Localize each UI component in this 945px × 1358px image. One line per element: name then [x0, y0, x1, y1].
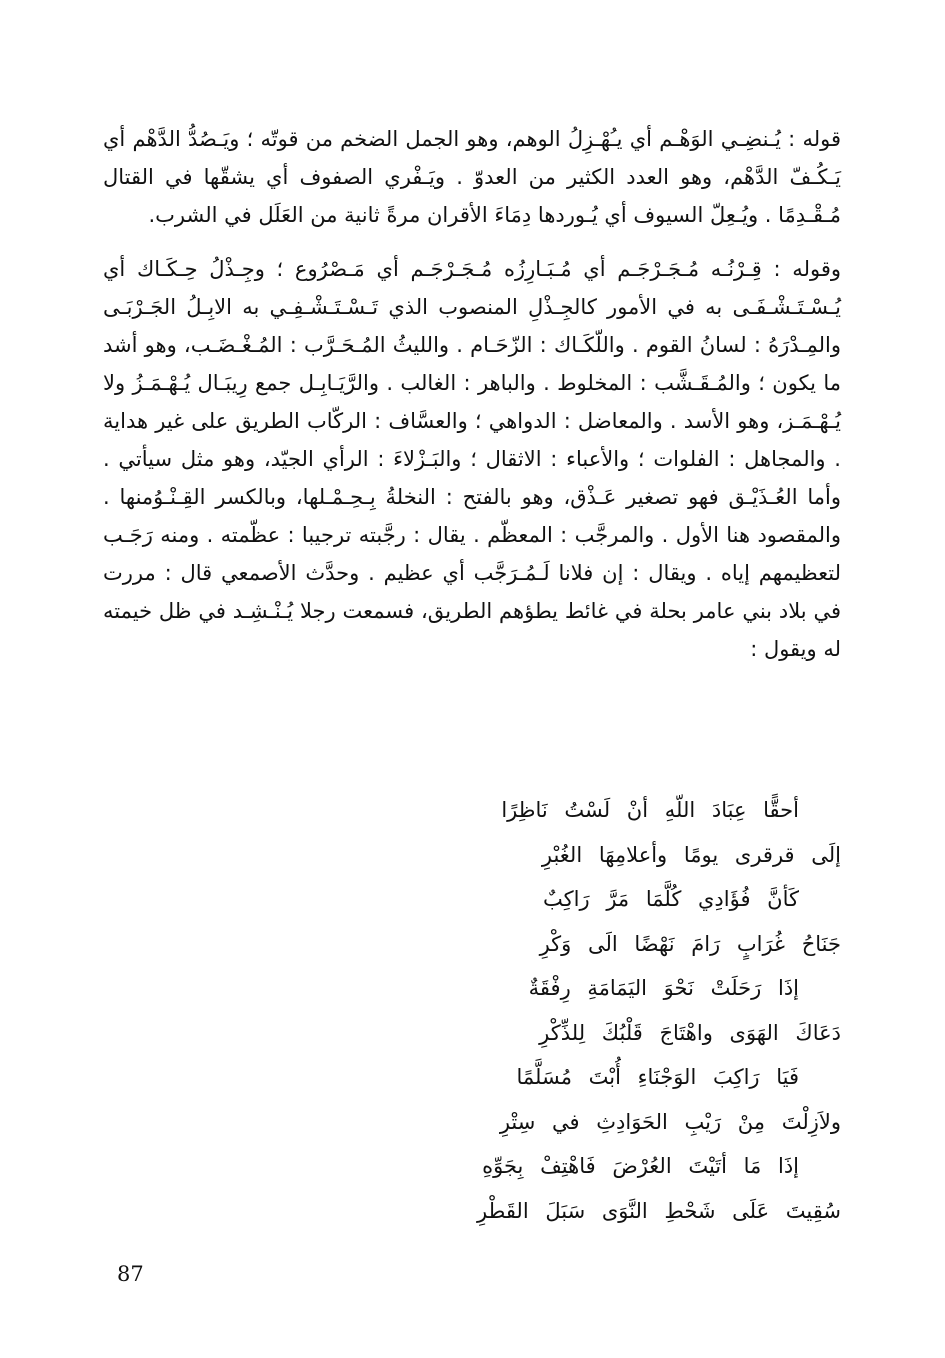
paragraph-1: قوله : يُـنضِـي الوَهْـم أي يـُهْـزِلُ الوهم، وهو الجمل الضخم من قوتّه ؛ ويَـصُدُّ الدَّهْم أي يَـكُـفّ الدَّهْم، وهو العدد الكثير من العدوّ . ويَـفْري الصفوف أي يشقّها في القتال مُـقْـدِمًا . ويُـعِلّ السيوف أي يُـوردها دِمَاءَ الأقران مرةً ثانية من العَلَل في الشرب.: [103, 127, 841, 227]
commentary-text: [103, 120, 841, 684]
verse-line: دَعَاكَ الهَوَى واهْتَاجَ قَلْبُكَ لِلذِّكْرِ: [539, 1020, 841, 1045]
page-number: 87: [117, 1262, 144, 1286]
poem: [103, 788, 841, 1233]
verse-line: إذَا مَا أتَيْتَ العُرْضَ فَاهْتِفْ بِجَوِّهِ: [482, 1154, 799, 1178]
verse-line: جَنَاحُ غُرَابٍ رَامَ نَهْضًا الَى وَكْرِ: [539, 931, 841, 956]
verse-line: كَأنَّ فُؤَادِي كُلَّمَا مَرَّ رَاكِبٌ: [543, 887, 799, 911]
verse-line: ولاَزِلْتَ مِنْ رَيْبِ الحَوَادِثِ في سِتْرِ: [499, 1109, 841, 1134]
paragraph-2: وقوله : قِـرْنُـه مُـجَـرْجَـم أي مُـبَـارِزُه مُـجَـرْجَـم أي مَـصْرُوع ؛ وجِـذْلُ حِـكَـاك أي يُـسْـتَـشْـفَـى به في الأمور كالجِـذْلِ المنصوب الذي تَـسْـتَـشْـفِـي به الابِـلُ الجَـرْبَـى والمِـدْرَهُ : لسانُ القوم . واللّكَـاك : الزّحَـام . والليثُ المُـحَـرَّب : المُـغْـضَـب، وهو أشد ما يكون ؛ والمُـقَـشَّب : المخلوط . والباهر : الغالب . والرَّيَـابِـل جمع رِيبَـال يُـهْـمَـزُ ولا يُـهْـمَـز، وهو الأسد . والمعاضل : الدواهي ؛ والعسَّاف : الركّاب الطريق على غير هداية . والمجاهل : الفلوات ؛ والأعباء : الاثقال ؛ والبَـزْلاءَ : الرأي الجيّد، وهو مثل سيأتي . وأما العُـذَيْـق فهو تصغير عَـذْق، وهو بالفتح : النخلةُ بِـحِـمْـلها، وبالكسر القِـنْـوُمنها . والمقصود هنا الأول . والمرجَّب : المعظّم . يقال : رجَّبته ترجيبا : عظّمته . ومنه رَجَـب لتعظيمهم إياه . ويقال : إن فلانا لَـمُـرَجَّب أي عظيم . وحدَّث الأصمعي قال : مررت في بلاد بني عامر بحلة في غائط يطؤهم الطريق، فسمعت رجلا يُـنْـشِـد في ظل خيمته له ويقول :: [103, 257, 841, 661]
verse-line: أحقًّا عِبَادَ اللّهِ أنْ لَسْتُ نَاظِرًا: [501, 798, 799, 822]
verse-line: إذَا رَحَلَتْ نَحْوَ اليَمَامَةِ رِفْقَةٌ: [528, 976, 799, 1000]
verse-line: سُقِيتَ عَلَى شَحْطِ النَّوَى سَبَلَ القَطْرِ: [477, 1198, 841, 1223]
verse-line: إلَى قرقرى يومًا وأعلامِهَا الغُبْرِ: [541, 842, 841, 867]
verse-line: فَيَا رَاكِبَ الوَجْنَاءِ أُبْتَ مُسَلَّمًا: [516, 1065, 799, 1089]
